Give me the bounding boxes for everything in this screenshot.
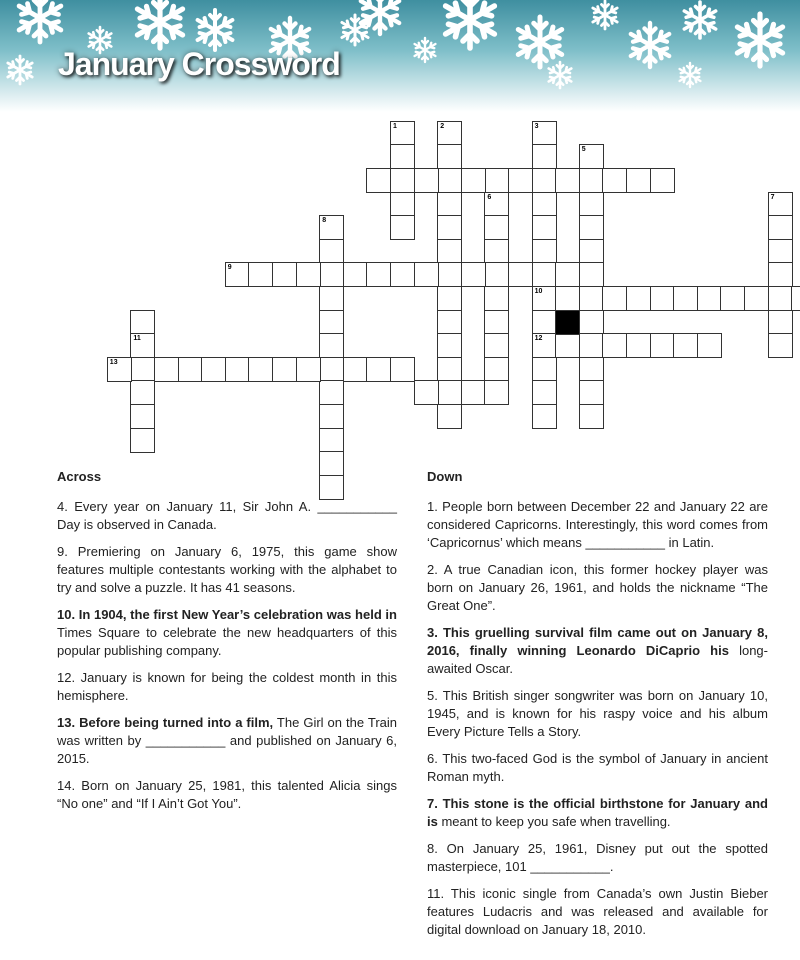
- clue-text: long-awaited Oscar.: [427, 643, 768, 676]
- clue-number: 5: [581, 146, 586, 154]
- clue-text: The Girl on the Train was written by ___________ and published on January 6, 2015.: [57, 715, 397, 766]
- across-clue: [57, 543, 397, 597]
- clue-number: 13: [109, 358, 118, 366]
- clue-text: 6. This two-faced God is the symbol of January in ancient Roman myth.: [427, 751, 768, 784]
- clue-number: 12: [534, 335, 543, 343]
- down-heading: Down: [427, 469, 463, 484]
- clue-number: 7: [770, 193, 775, 201]
- clue-text: 5. This British singer songwriter was born on January 10, 1945, and is known for his raspy voice and his album Every Picture Tells a Story.: [427, 688, 768, 739]
- clue-text: 1. People born between December 22 and January 22 are considered Capricorns. Interestingly, this word comes from ‘Capricornus’ which means ___________ in Latin.: [427, 499, 768, 550]
- down-clue: [427, 840, 768, 876]
- down-clue: [427, 885, 768, 939]
- clue-number: 3: [534, 122, 539, 130]
- down-clue: [427, 795, 768, 831]
- clue-number: 2: [440, 122, 445, 130]
- across-clue: [57, 669, 397, 705]
- clue-text: 8. On January 25, 1961, Disney put out the spotted masterpiece, 101 ___________.: [427, 841, 768, 874]
- clue-number: 1: [393, 122, 397, 130]
- clue-text: 4. Every year on January 11, Sir John A. ___________ Day is observed in Canada.: [57, 499, 397, 532]
- clue-text: 11. This iconic single from Canada’s own Justin Bieber features Ludacris and was released and available for digital download on January 18, 2010.: [427, 886, 768, 937]
- clue-lead: 10. In 1904, the first New Year’s celebration was held in: [57, 607, 397, 622]
- clue-number: 9: [227, 264, 232, 272]
- clue-text: 9. Premiering on January 6, 1975, this game show features multiple contestants working with the alphabet to try and solve a puzzle. It has 41 seasons.: [57, 544, 397, 595]
- clue-lead: 7. This stone is the official birthstone for January and is: [427, 796, 768, 829]
- clue-number: 10: [534, 288, 543, 295]
- clue-number: 6: [487, 193, 492, 201]
- down-clue: [427, 624, 768, 678]
- down-clue: [427, 750, 768, 786]
- clue-lead: 3. This gruelling survival film came out on January 8, 2016, finally winning Leonardo DiCaprio his: [427, 625, 768, 658]
- clue-text: meant to keep you safe when travelling.: [437, 814, 671, 829]
- page-title: January Crossword: [58, 46, 340, 82]
- down-clue: [427, 561, 768, 615]
- across-clue: [57, 606, 397, 660]
- clue-text: 14. Born on January 25, 1981, this talented Alicia sings “No one” and “If I Ain’t Got You”.: [57, 778, 397, 811]
- across-clue: [57, 498, 397, 534]
- clue-text: 12. January is known for being the coldest month in this hemisphere.: [57, 670, 397, 703]
- clue-lead: 13. Before being turned into a film,: [57, 715, 274, 730]
- clue-text: 2. A true Canadian icon, this former hockey player was born on January 26, 1961, and holds the nickname “The Great One”.: [427, 562, 768, 613]
- clue-number: 11: [133, 335, 141, 343]
- down-clue: [427, 687, 768, 741]
- clue-text: Times Square to celebrate the new headquarters of this popular publishing company.: [57, 625, 397, 658]
- down-clue: [427, 498, 768, 552]
- across-heading: Across: [57, 469, 102, 484]
- clue-number: 8: [322, 217, 327, 225]
- across-clue: [57, 714, 397, 768]
- across-clue: [57, 777, 397, 813]
- down-clues: [427, 468, 768, 944]
- across-clues: [57, 468, 397, 822]
